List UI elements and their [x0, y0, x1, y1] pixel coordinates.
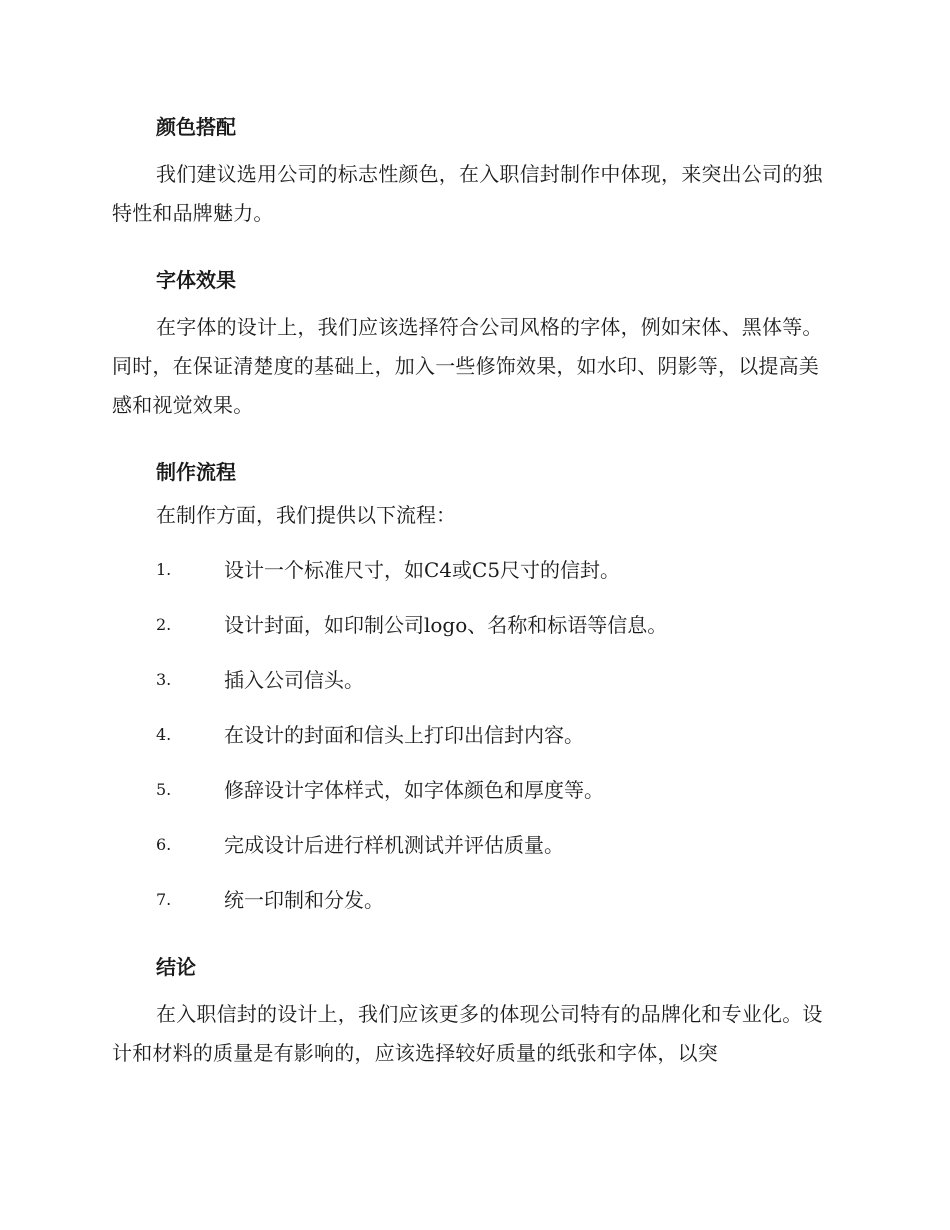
list-item-number: 6.: [156, 835, 172, 854]
list-item-text: 完成设计后进行样机测试并评估质量。: [224, 833, 564, 857]
list-item-text: 设计封面，如印制公司logo、名称和标语等信息。: [224, 613, 668, 637]
document-page: [112, 100, 832, 1073]
list-item-text: 统一印制和分发。: [224, 888, 384, 912]
process-intro: 在制作方面，我们提供以下流程：: [156, 503, 456, 527]
list-item: [112, 720, 832, 775]
list-item-text: 在设计的封面和信头上打印出信封内容。: [224, 723, 584, 747]
section-heading-font: 字体效果: [156, 268, 236, 292]
list-item-text: 设计一个标准尺寸，如C4或C5尺寸的信封。: [224, 558, 621, 582]
section-paragraph-color: 我们建议选用公司的标志性颜色，在入职信封制作中体现，来突出公司的独特性和品牌魅力。: [112, 162, 823, 225]
list-item-number: 7.: [156, 890, 172, 909]
process-steps-list: [112, 555, 832, 940]
list-item-text: 修辞设计字体样式，如字体颜色和厚度等。: [224, 778, 604, 802]
list-item-number: 1.: [156, 560, 172, 579]
list-item: [112, 775, 832, 830]
list-item-number: 4.: [156, 725, 172, 744]
section-heading-conclusion: 结论: [156, 955, 196, 979]
section-heading-color: 颜色搭配: [156, 115, 236, 139]
list-item: [112, 610, 832, 665]
section-heading-process: 制作流程: [156, 460, 236, 484]
list-item: [112, 830, 832, 885]
section-paragraph-font: 在字体的设计上，我们应该选择符合公司风格的字体，例如宋体、黑体等。同时，在保证清楚度的基础上，加入一些修饰效果，如水印、阴影等，以提高美感和视觉效果。: [112, 315, 823, 417]
list-item: [112, 555, 832, 610]
list-item: [112, 665, 832, 720]
list-item: [112, 885, 832, 940]
list-item-number: 5.: [156, 780, 172, 799]
list-item-number: 3.: [156, 670, 172, 689]
section-paragraph-conclusion: 在入职信封的设计上，我们应该更多的体现公司特有的品牌化和专业化。设计和材料的质量是有影响的，应该选择较好质量的纸张和字体，以突: [112, 1002, 823, 1065]
list-item-text: 插入公司信头。: [224, 668, 364, 692]
list-item-number: 2.: [156, 615, 172, 634]
